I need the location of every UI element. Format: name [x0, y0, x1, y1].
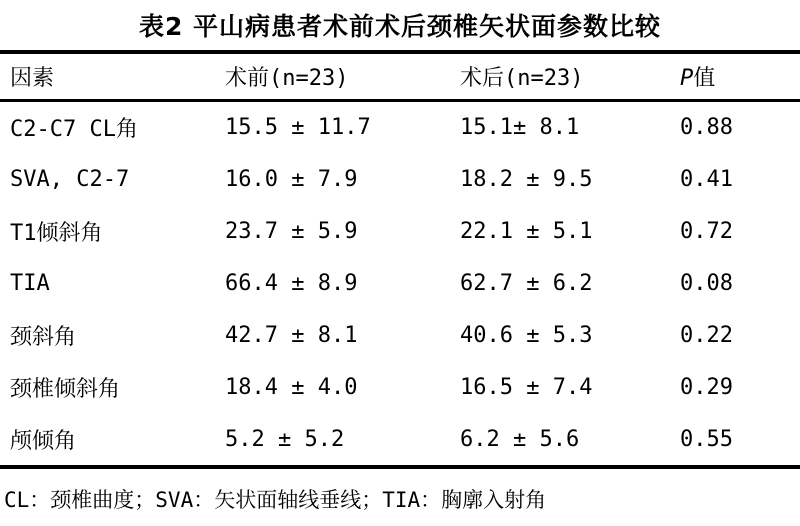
row-factor: TIA	[10, 270, 50, 296]
table-row	[0, 102, 800, 154]
table-row	[0, 309, 800, 361]
table-footnote: CL：颈椎曲度；SVA：矢状面轴线垂线；TIA：胸廓入射角	[4, 488, 547, 512]
header-p-suffix: 值	[693, 66, 716, 91]
row-factor: C2-C7 CL角	[10, 117, 138, 143]
row-preop-value: 66.4 ± 8.9	[225, 270, 358, 296]
table-header-row	[0, 54, 800, 99]
row-postop-value: 22.1 ± 5.1	[460, 219, 593, 245]
row-p-value: 0.22	[680, 322, 733, 348]
row-postop-value: 40.6 ± 5.3	[460, 322, 593, 348]
row-postop-value: 18.2 ± 9.5	[460, 167, 593, 193]
header-postop: 术后(n=23)	[460, 66, 584, 91]
row-p-value: 0.41	[680, 167, 733, 193]
header-p-value	[680, 61, 800, 92]
row-factor: T1倾斜角	[10, 221, 103, 247]
row-preop-value: 18.4 ± 4.0	[225, 374, 358, 400]
row-factor: 颅倾角	[10, 428, 77, 454]
row-preop-value: 5.2 ± 5.2	[225, 426, 345, 452]
row-preop-value: 16.0 ± 7.9	[225, 167, 358, 193]
row-p-value: 0.08	[680, 270, 733, 296]
row-preop-value: 42.7 ± 8.1	[225, 322, 358, 348]
table-body	[0, 102, 800, 465]
table-row	[0, 206, 800, 258]
row-p-value: 0.29	[680, 374, 733, 400]
row-factor: 颈椎倾斜角	[10, 376, 121, 402]
header-p-symbol: P	[680, 66, 694, 91]
header-factor: 因素	[10, 66, 55, 91]
row-factor: 颈斜角	[10, 324, 77, 350]
row-postop-value: 16.5 ± 7.4	[460, 374, 593, 400]
table-row	[0, 413, 800, 465]
row-preop-value: 15.5 ± 11.7	[225, 115, 371, 141]
table-title: 表2 平山病患者术前术后颈椎矢状面参数比较	[138, 12, 662, 41]
row-preop-value: 23.7 ± 5.9	[225, 219, 358, 245]
row-postop-value: 15.1± 8.1	[460, 115, 580, 141]
row-factor: SVA, C2-7	[10, 167, 130, 193]
row-postop-value: 62.7 ± 6.2	[460, 270, 593, 296]
header-preop: 术前(n=23)	[225, 66, 349, 91]
table-row	[0, 154, 800, 206]
row-p-value: 0.55	[680, 426, 733, 452]
row-p-value: 0.88	[680, 115, 733, 141]
row-postop-value: 6.2 ± 5.6	[460, 426, 580, 452]
table-row	[0, 258, 800, 310]
row-p-value: 0.72	[680, 219, 733, 245]
table-row	[0, 361, 800, 413]
